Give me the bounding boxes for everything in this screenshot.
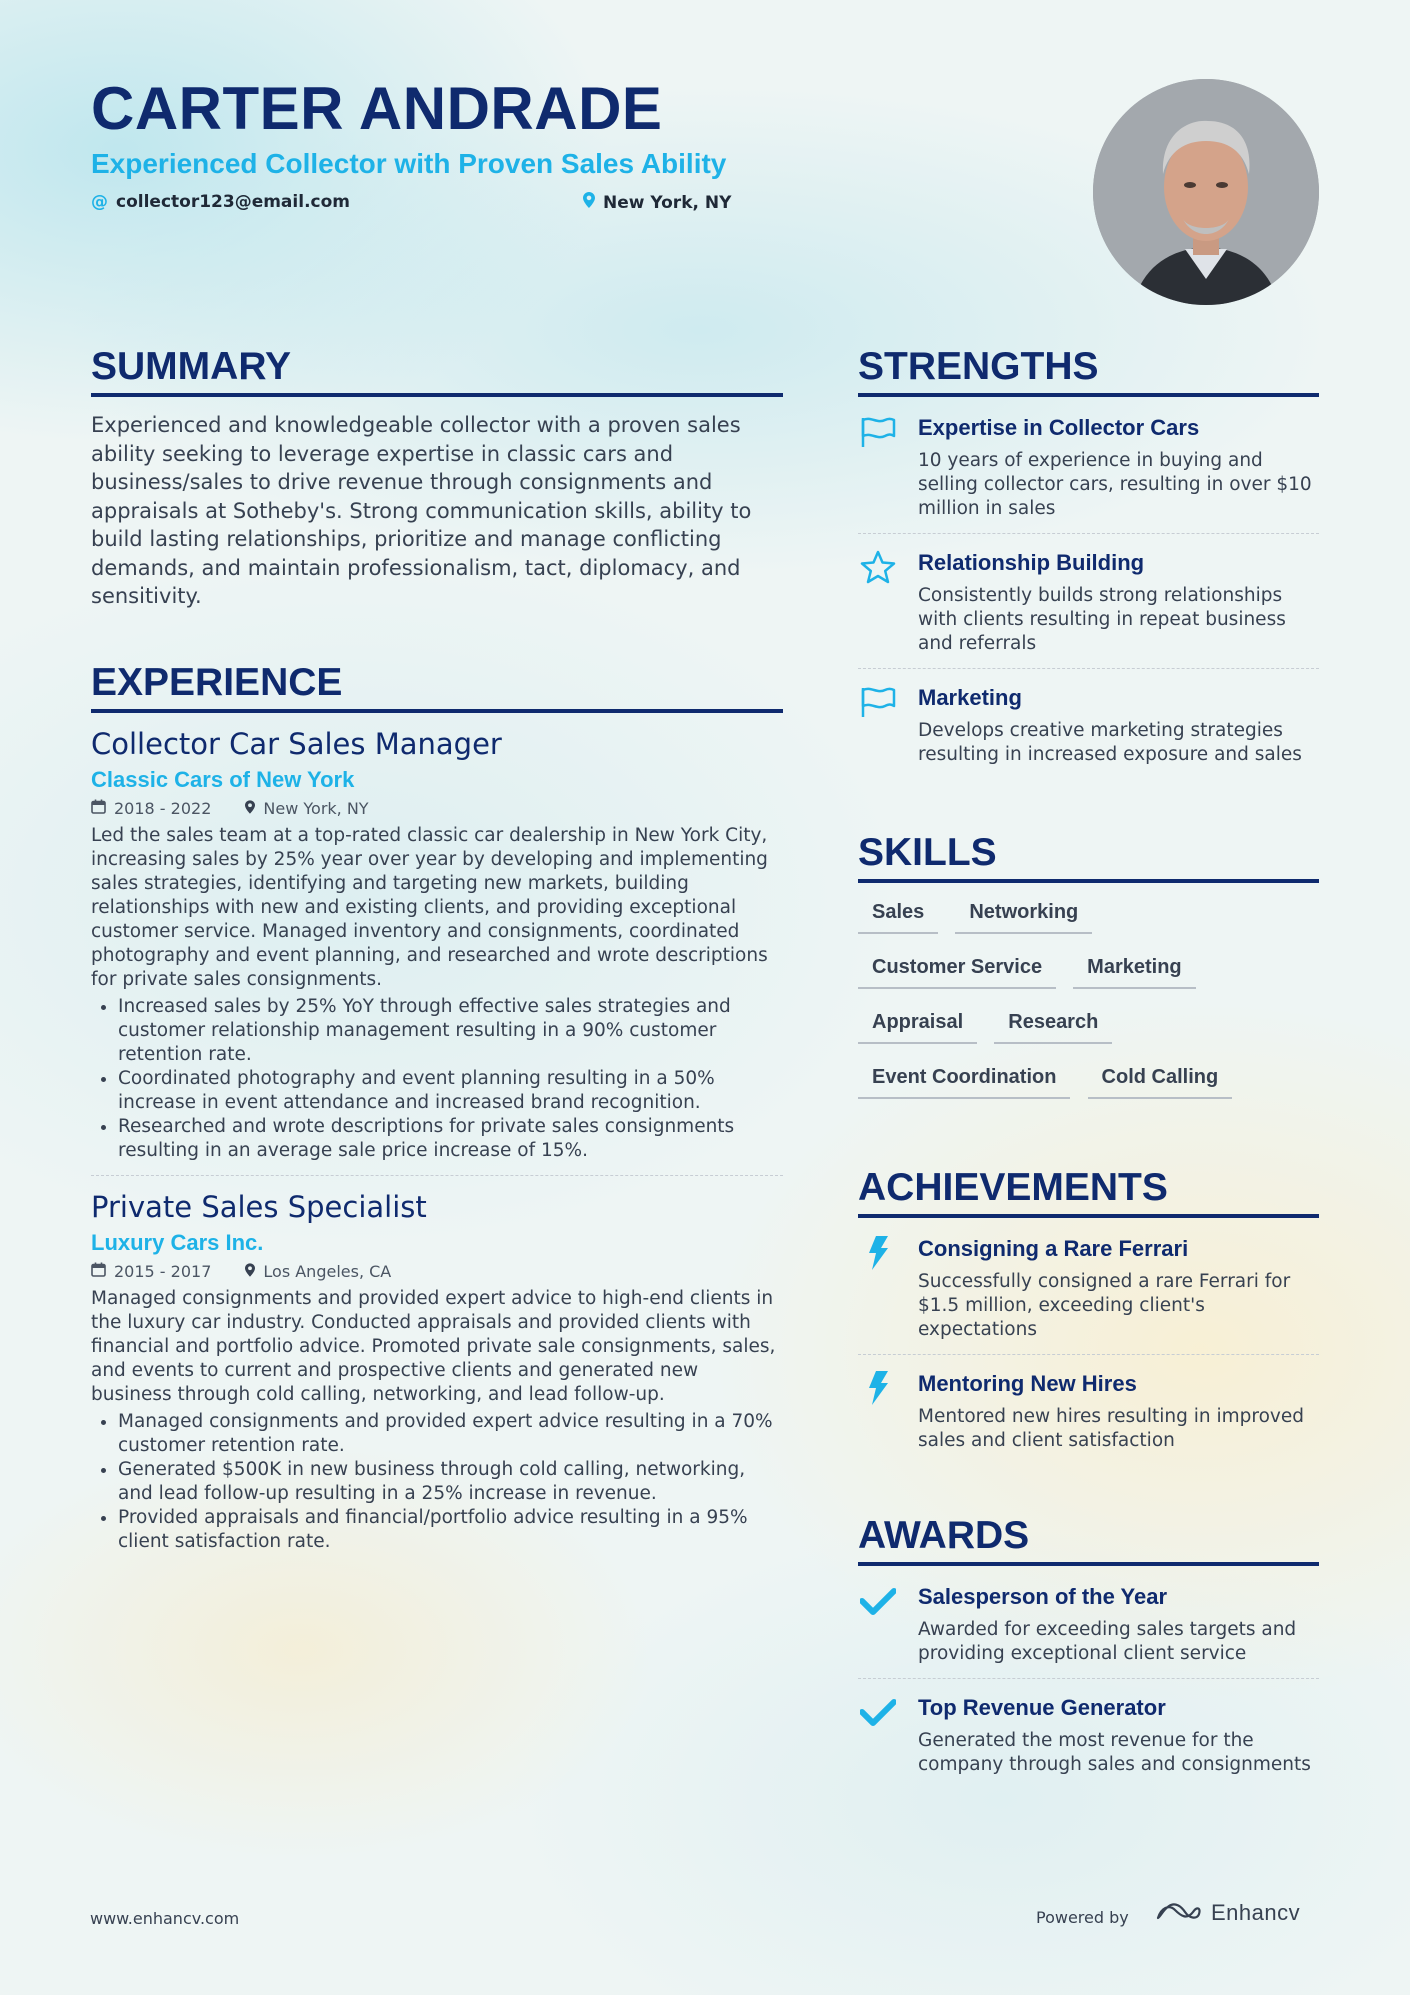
headline: Experienced Collector with Proven Sales Ability: [91, 148, 727, 179]
job-title: Collector Car Sales Manager: [91, 727, 502, 761]
skills-row: [858, 1066, 1319, 1099]
strength-desc: Develops creative marketing strategies resulting in increased exposure and sales: [918, 720, 1302, 765]
job-bullet: • Researched and wrote descriptions for private sales consignments resulting in an average sale price increase of 15%.: [118, 1115, 783, 1163]
check-icon: [858, 1695, 898, 1729]
skills-row: [858, 901, 1319, 934]
job-description: Managed consignments and provided expert advice to high-end clients in the luxury car industry. Conducted appraisals and provided clients with financial and portfolio advice. Promoted private sale consignments, sales, and events to current and prospective clients and generated new business through cold calling, networking, and lead follow-up.: [91, 1288, 776, 1405]
job-bullet: • Generated $500K in new business through cold calling, networking, and lead follow-up resulting in a 25% increase in revenue.: [118, 1458, 783, 1506]
strength-item: [858, 550, 1319, 656]
skill-tag: Research: [994, 1011, 1112, 1044]
job-entry: [91, 727, 783, 1163]
award-item: [858, 1584, 1319, 1666]
award-desc: Generated the most revenue for the company through sales and consignments: [918, 1730, 1311, 1775]
job-company: Luxury Cars Inc.: [91, 1230, 264, 1255]
footer-powered-by: Powered by: [1036, 1908, 1129, 1927]
skill-tag: Cold Calling: [1088, 1066, 1233, 1099]
skill-tag: Customer Service: [858, 956, 1056, 989]
flag-icon: [858, 415, 898, 449]
achievements-section: [858, 1166, 1319, 1453]
job-description: Led the sales team at a top-rated classic car dealership in New York City, increasing sales by 25% year over year by developing and implementing sales strategies, identifying and targeting new markets, building relationships with new and existing clients, and providing exceptional customer service. Managed inventory and consignments, coordinated photography and event planning, and researched and wrote descriptions for private sales consignments.: [91, 825, 768, 990]
strengths-section: [858, 345, 1319, 767]
award-desc: Awarded for exceeding sales targets and providing exceptional client service: [918, 1619, 1297, 1664]
section-divider: [858, 1214, 1319, 1218]
strength-title: Relationship Building: [918, 550, 1145, 575]
location-pin-icon: [583, 192, 595, 213]
calendar-icon: [91, 799, 106, 818]
profile-photo: [1093, 79, 1319, 305]
at-icon: @: [91, 192, 108, 212]
enhancv-logo-icon: [1155, 1900, 1203, 1926]
summary-title: SUMMARY: [91, 345, 292, 388]
skills-title: SKILLS: [858, 831, 997, 874]
job-bullets: [91, 995, 783, 1163]
job-bullet: • Coordinated photography and event planning resulting in a 50% increase in event attendance and increased brand recognition.: [118, 1067, 783, 1115]
job-bullet: • Provided appraisals and financial/portfolio advice resulting in a 95% client satisfaction rate.: [118, 1506, 783, 1554]
check-icon: [858, 1584, 898, 1618]
job-location: New York, NY: [263, 799, 369, 818]
location-pin-icon: [245, 799, 255, 818]
location-text: New York, NY: [603, 192, 732, 213]
job-entry: [91, 1190, 783, 1554]
achievement-desc: Successfully consigned a rare Ferrari for $1.5 million, exceeding client's expectations: [918, 1271, 1291, 1340]
entry-divider: [858, 668, 1319, 669]
job-title: Private Sales Specialist: [91, 1190, 427, 1224]
job-location: Los Angeles, CA: [263, 1262, 392, 1281]
strength-desc: 10 years of experience in buying and selling collector cars, resulting in over $10 million in sales: [918, 450, 1312, 519]
email-contact[interactable]: [91, 192, 350, 212]
summary-section: [91, 345, 783, 611]
section-divider: [858, 879, 1319, 883]
experience-title: EXPERIENCE: [91, 661, 343, 704]
skill-tag: Networking: [955, 901, 1092, 934]
entry-divider: [858, 1354, 1319, 1355]
star-icon: [858, 550, 898, 584]
summary-text: Experienced and knowledgeable collector with a proven sales ability seeking to leverage expertise in classic cars and business/sales to drive revenue through consignments and appraisals at Sotheby's. Strong communication skills, ability to build lasting relationships, prioritize and manage conflicting demands, and maintain professionalism, tact, diplomacy, and sensitivity.: [91, 413, 752, 608]
skills-row: [858, 956, 1319, 989]
brand-name: Enhancv: [1211, 1900, 1301, 1925]
job-dates: 2015 - 2017: [114, 1262, 212, 1281]
awards-title: AWARDS: [858, 1514, 1030, 1557]
section-divider: [91, 393, 783, 397]
calendar-icon: [91, 1262, 106, 1281]
strength-title: Marketing: [918, 685, 1022, 710]
section-divider: [858, 1562, 1319, 1566]
section-divider: [91, 709, 783, 713]
candidate-name: CARTER ANDRADE: [91, 75, 663, 142]
strength-desc: Consistently builds strong relationships with clients resulting in repeat business and referrals: [918, 585, 1286, 654]
job-bullets: [91, 1410, 783, 1554]
footer-brand[interactable]: [1155, 1900, 1300, 1926]
skill-tag: Appraisal: [858, 1011, 977, 1044]
award-title: Salesperson of the Year: [918, 1584, 1168, 1609]
job-meta: [91, 1262, 783, 1281]
skill-tag: Sales: [858, 901, 938, 934]
lightning-icon: [858, 1371, 898, 1405]
job-meta: [91, 799, 783, 818]
location-contact: [583, 192, 731, 213]
entry-divider: [858, 533, 1319, 534]
strength-item: [858, 685, 1319, 767]
entry-divider: [91, 1175, 783, 1176]
strengths-title: STRENGTHS: [858, 345, 1099, 388]
skills-section: [858, 831, 1319, 1099]
email-text: collector123@email.com: [116, 192, 350, 212]
achievement-desc: Mentored new hires resulting in improved sales and client satisfaction: [918, 1406, 1304, 1451]
skills-row: [858, 1011, 1319, 1044]
experience-section: [91, 661, 783, 1554]
achievement-item: [858, 1371, 1319, 1453]
achievement-item: [858, 1236, 1319, 1342]
awards-section: [858, 1514, 1319, 1777]
section-divider: [858, 393, 1319, 397]
achievement-title: Mentoring New Hires: [918, 1371, 1137, 1396]
skill-tag: Marketing: [1073, 956, 1195, 989]
award-title: Top Revenue Generator: [918, 1695, 1166, 1720]
achievement-title: Consigning a Rare Ferrari: [918, 1236, 1189, 1261]
skill-tag: Event Coordination: [858, 1066, 1070, 1099]
footer-website[interactable]: www.enhancv.com: [90, 1909, 240, 1928]
strength-title: Expertise in Collector Cars: [918, 415, 1200, 440]
strength-item: [858, 415, 1319, 521]
entry-divider: [858, 1678, 1319, 1679]
lightning-icon: [858, 1236, 898, 1270]
achievements-title: ACHIEVEMENTS: [858, 1166, 1168, 1209]
award-item: [858, 1695, 1319, 1777]
flag-icon: [858, 685, 898, 719]
job-bullet: • Increased sales by 25% YoY through effective sales strategies and customer relationship management resulting in a 90% customer retention rate.: [118, 995, 783, 1067]
job-dates: 2018 - 2022: [114, 799, 212, 818]
job-bullet: • Managed consignments and provided expert advice resulting in a 70% customer retention rate.: [118, 1410, 783, 1458]
location-pin-icon: [245, 1262, 255, 1281]
job-company: Classic Cars of New York: [91, 767, 355, 792]
